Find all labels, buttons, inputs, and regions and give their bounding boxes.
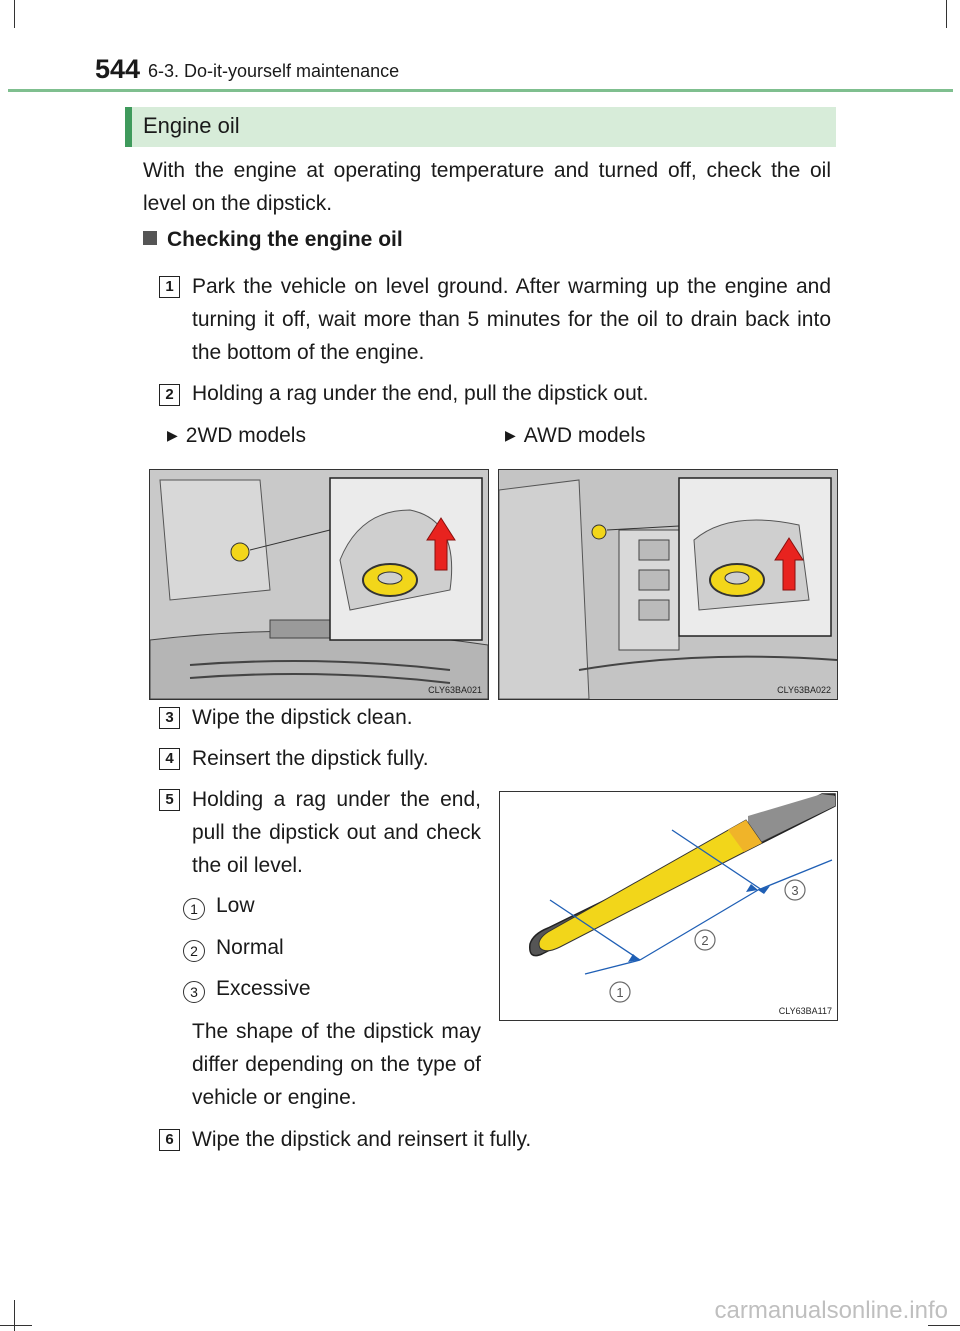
dipstick-callout-2: 2 (701, 933, 709, 948)
subheading-text: Checking the engine oil (167, 228, 403, 251)
step-number: 6 (159, 1129, 180, 1151)
figure-code: CLY63BA022 (777, 685, 831, 695)
step-number: 3 (159, 707, 180, 729)
legend-label-excessive: Excessive (216, 977, 311, 1000)
step-number: 4 (159, 748, 180, 770)
intro-paragraph: With the engine at operating temperature and turned off, check the oil level on the dipstick. (143, 159, 831, 215)
legend-label-low: Low (216, 894, 255, 917)
legend-label-normal: Normal (216, 936, 284, 959)
dipstick-illustration (500, 792, 837, 1020)
page-number: 544 (95, 54, 141, 84)
engine-bay-illustration (150, 470, 488, 699)
subheading (143, 228, 403, 252)
figure-awd-engine-bay (498, 469, 838, 700)
watermark[interactable]: carmanualsonline.info (714, 1297, 948, 1324)
figure-dipstick-levels (499, 791, 838, 1021)
step-text: Park the vehicle on level ground. After warming up the engine and turning it off, wait more than 5 minutes for the oil to drain back into the bottom of the engine. (192, 275, 831, 364)
triangle-bullet-icon: ▶ (505, 427, 516, 443)
legend-number: 3 (183, 981, 205, 1003)
dipstick-callout-1: 1 (616, 985, 624, 1000)
chapter-title: 6-3. Do-it-yourself maintenance (148, 61, 400, 81)
header-rule (8, 89, 953, 92)
step-number: 5 (159, 789, 180, 811)
step-text: Wipe the dipstick and reinsert it fully. (192, 1128, 532, 1151)
model-label-awd (505, 424, 646, 448)
model-label-text: 2WD models (185, 424, 306, 447)
figure-2wd-engine-bay (149, 469, 489, 700)
engine-bay-illustration (499, 470, 837, 699)
triangle-bullet-icon: ▶ (167, 427, 178, 443)
legend-number: 2 (183, 940, 205, 962)
model-label-2wd (167, 424, 306, 448)
square-bullet-icon (143, 231, 157, 245)
dipstick-callout-3: 3 (791, 883, 799, 898)
figure-code: CLY63BA021 (428, 685, 482, 695)
model-label-text: AWD models (523, 424, 646, 447)
step-number: 2 (159, 384, 180, 406)
step-text: Wipe the dipstick clean. (192, 706, 413, 729)
step-text: Holding a rag under the end, pull the dipstick out. (192, 382, 649, 405)
step-text: Reinsert the dipstick fully. (192, 747, 429, 770)
section-header (125, 107, 836, 147)
figure-code: CLY63BA117 (778, 1006, 832, 1016)
section-title: Engine oil (143, 113, 240, 138)
legend-number: 1 (183, 898, 205, 920)
section-accent (125, 107, 132, 147)
dipstick-shape-note: The shape of the dipstick may differ depending on the type of vehicle or engine. (192, 1020, 481, 1109)
step-number: 1 (159, 276, 180, 298)
step-text: Holding a rag under the end, pull the dipstick out and check the oil level. (192, 788, 481, 877)
